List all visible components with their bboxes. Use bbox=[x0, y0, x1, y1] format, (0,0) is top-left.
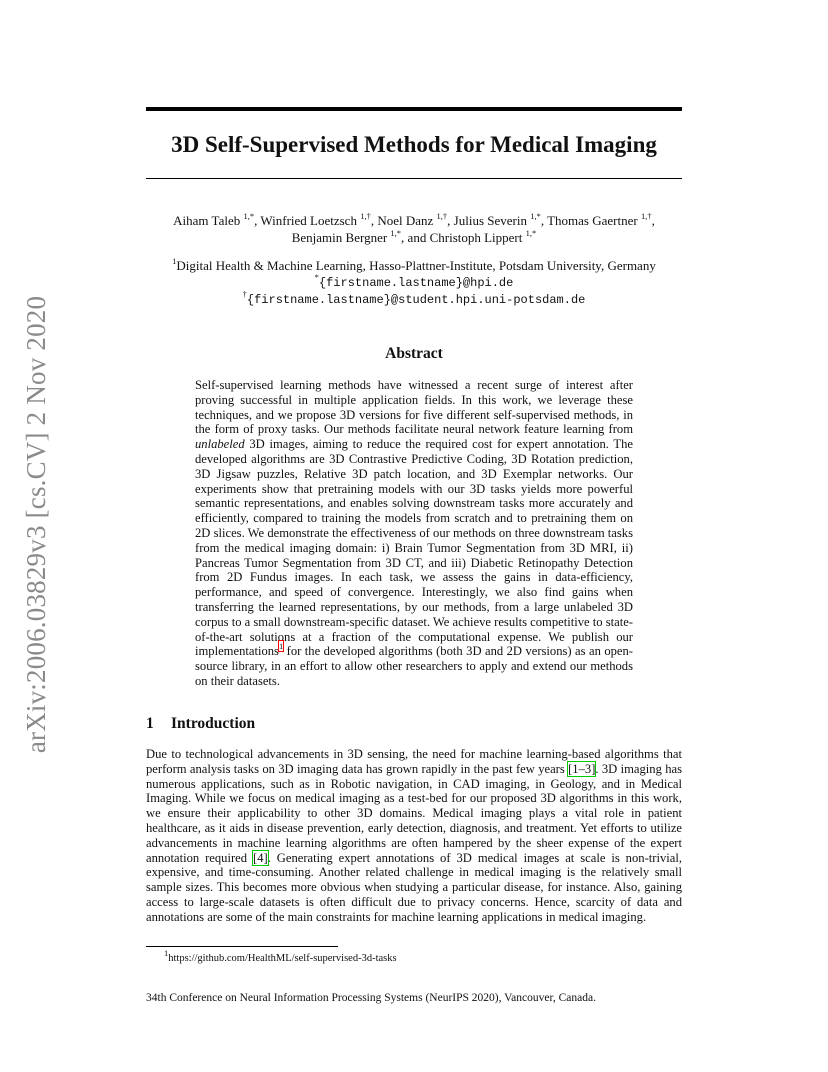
section-number: 1 bbox=[146, 715, 154, 732]
abstract-text: Self-supervised learning methods have witnessed a recent surge of interest after proving successful in multiple application fields. In this work, we leverage these techniques, and we propose 3D versions for five different self-supervised methods, in the form of proxy tasks. Our methods facilitate neural network feature learning from bbox=[195, 378, 633, 437]
affiliation-mark: 1 bbox=[172, 255, 177, 266]
email-mark: * bbox=[314, 271, 319, 282]
section-heading bbox=[146, 715, 682, 733]
footnote-url[interactable]: https://github.com/HealthML/self-supervised-3d-tasks bbox=[168, 953, 397, 964]
author-mark: 1,* bbox=[525, 227, 537, 238]
email-student: {firstname.lastname}@student.hpi.uni-potsdam.de bbox=[246, 293, 586, 307]
abstract-heading: Abstract bbox=[385, 345, 443, 362]
footnote-mark: 1 bbox=[164, 947, 169, 958]
venue-line: 34th Conference on Neural Information Processing Systems (NeurIPS 2020), Vancouver, Canada. bbox=[146, 992, 596, 1004]
arxiv-identifier-stamp bbox=[20, 288, 54, 760]
footnote-rule bbox=[146, 946, 338, 947]
email-hpi: {firstname.lastname}@hpi.de bbox=[318, 276, 514, 290]
author-mark: 1,* bbox=[530, 210, 541, 221]
title-rule-top bbox=[146, 107, 682, 111]
author-name: Christoph Lippert bbox=[429, 230, 523, 245]
affiliation-block bbox=[146, 255, 682, 308]
author-mark: 1,† bbox=[640, 210, 652, 221]
intro-text: . 3D imaging has numerous applications, such as in Robotic navigation, in CAD imaging, in Geology, and in Medical Imaging. While we focus on medical imaging as a test-bed for our proposed 3D algorithms in this work, we ensure their applicability to other 3D domains. Medical imaging plays a vital role in patient healthcare, as it aids in disease prevention, early detection, diagnosis, and treatment. Yet efforts to utilize advancements in machine learning algorithms are often hampered by the sheer expense of the expert annotation required bbox=[146, 761, 682, 865]
paper-title: 3D Self-Supervised Methods for Medical Imaging bbox=[171, 132, 657, 157]
abstract-text: 3D images, aiming to reduce the required cost for expert annotation. The developed algorithms are 3D Contrastive Predictive Coding, 3D Rotation prediction, 3D Jigsaw puzzles, Relative 3D patch location, and 3D Exemplar networks. Our experiments show that pretraining models with our 3D tasks yields more powerful semantic representations, and enables solving downstream tasks more accurately and efficiently, compared to training the models from scratch and to pretraining them on 2D slices. We demonstrate the effectiveness of our methods on three downstream tasks from the medical imaging domain: i) Brain Tumor Segmentation from 3D MRI, ii) Pancreas Tumor Segmentation from 3D CT, and iii) Diabetic Retinopathy Detection from 2D Fundus images. In each task, we assess the gains in data-efficiency, performance, and speed of convergence. Interestingly, we also find gains when transferring the learned representations, by our methods, from a large unlabeled 3D corpus to a small downstream-specific dataset. We achieve results competitive to state-of-the-art solutions at a fraction of the computational expense. We publish our implementations bbox=[195, 437, 633, 659]
affiliation-text: Digital Health & Machine Learning, Hasso-Plattner-Institute, Potsdam University, Germany bbox=[176, 258, 656, 273]
abstract-body bbox=[195, 378, 633, 689]
author-name: Julius Severin bbox=[453, 213, 527, 228]
author-name: Thomas Gaertner bbox=[547, 213, 638, 228]
intro-text: . Generating expert annotations of 3D medical images at scale is non-trivial, expensive, and time-consuming. Another related challenge in medical imaging is the relatively small sample sizes. This becomes more obvious when studying a particular disease, for instance. Also, gaining access to large-scale datasets is often difficult due to privacy concerns. Hence, scarcity of data and annotations are some of the main constraints for machine learning applications in medical imaging. bbox=[146, 850, 682, 924]
introduction-body bbox=[146, 747, 682, 925]
section-title: Introduction bbox=[171, 715, 256, 732]
author-mark: 1,* bbox=[390, 227, 402, 238]
intro-text: Due to technological advancements in 3D sensing, the need for machine learning-based algorithms that perform analysis tasks on 3D imaging data has grown rapidly in the past few years bbox=[146, 747, 682, 776]
abstract-text: for the developed algorithms (both 3D and 2D versions) as an open-source library, in an effort to allow other researchers to apply and extend our methods on their datasets. bbox=[195, 644, 633, 688]
author-name: Noel Danz bbox=[377, 213, 434, 228]
abstract-emphasis: unlabeled bbox=[195, 437, 245, 452]
author-name: Benjamin Bergner bbox=[291, 230, 388, 245]
author-name: Winfried Loetzsch bbox=[260, 213, 357, 228]
author-conjunction: and bbox=[407, 230, 427, 245]
citation-link[interactable]: [4] bbox=[253, 850, 268, 865]
author-name: Aiham Taleb bbox=[173, 213, 241, 228]
author-mark: 1,† bbox=[436, 210, 448, 221]
footnote bbox=[164, 947, 397, 965]
email-mark: † bbox=[242, 288, 247, 299]
title-rule-bottom bbox=[146, 178, 682, 179]
arxiv-id-text: arXiv:2006.03829v3 [cs.CV] 2 Nov 2020 bbox=[21, 295, 52, 753]
author-list: Aiham Taleb $^{1,*}$, Winfried Loetzsch $^{1,\dagger}$, Noel Danz $^{1,\dagger}$, Julius Severin $^{1,*}$, Thomas Gaertner $^{1,\dagger}$, Benjamin Bergner $^{1,*}$, and Christoph Lippert $^{1,*}$ bbox=[173, 210, 655, 245]
citation-link[interactable]: [1–3] bbox=[568, 761, 596, 776]
footnote-link[interactable]: 1 bbox=[278, 641, 284, 652]
author-mark: 1,* bbox=[243, 210, 255, 221]
author-mark: 1,† bbox=[360, 210, 371, 221]
